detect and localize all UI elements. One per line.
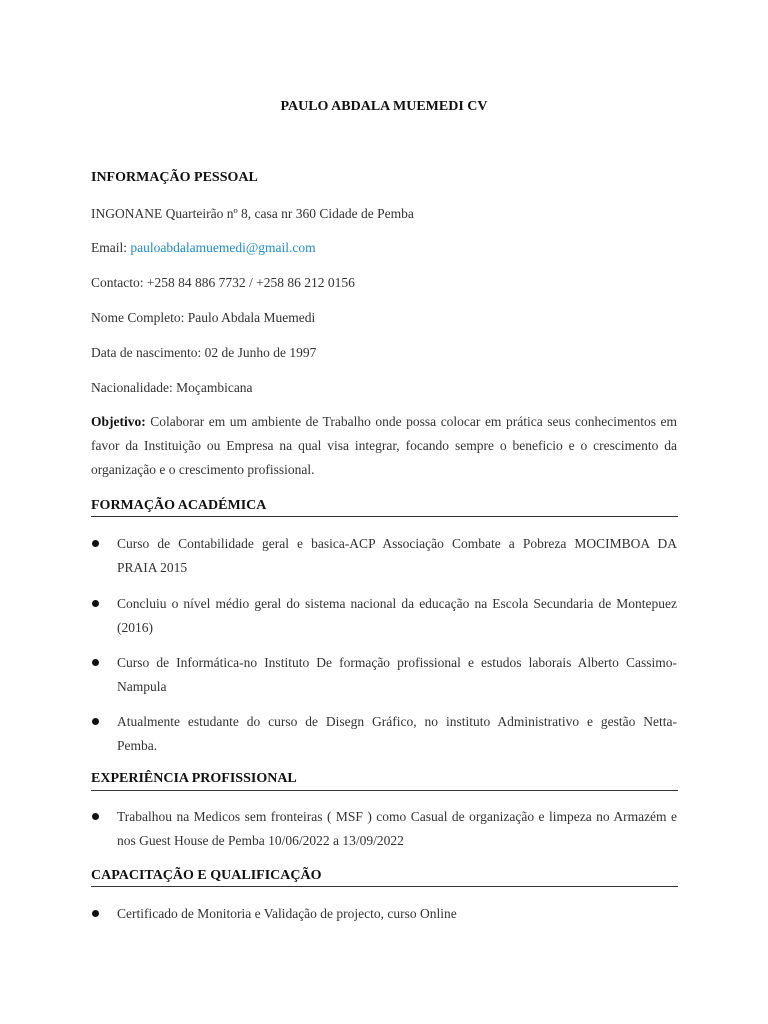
education-rule bbox=[91, 516, 678, 517]
qualification-rule bbox=[91, 886, 678, 887]
contact-line: Contacto: +258 84 886 7732 / +258 86 212 0156 bbox=[91, 275, 355, 290]
qualification-item-1: Certificado de Monitoria e Validação de projecto, curso Online bbox=[117, 906, 457, 921]
bullet-icon bbox=[92, 659, 99, 666]
objective-paragraph bbox=[91, 410, 677, 482]
bullet-icon bbox=[92, 718, 99, 725]
email-label: Email: bbox=[91, 240, 131, 255]
document-title: PAULO ABDALA MUEMEDI CV bbox=[280, 99, 488, 114]
objective-line-2: favor da Instituição ou Empresa na qual visa integrar, focando sempre o beneficio e o crescimento da bbox=[91, 438, 677, 453]
education-item-1: Curso de Contabilidade geral e basica-ACP Associação Combate a Pobreza MOCIMBOA DA PRAIA 2015 bbox=[117, 536, 677, 575]
experience-heading: EXPERIÊNCIA PROFISSIONAL bbox=[91, 771, 297, 786]
bullet-icon bbox=[92, 600, 99, 607]
bullet-icon bbox=[92, 813, 99, 820]
education-item-4: Atualmente estudante do curso de Disegn Gráfico, no instituto Administrativo e gestão Netta- Pemba. bbox=[117, 714, 677, 753]
experience-item-1: Trabalhou na Medicos sem fronteiras ( MSF ) como Casual de organização e limpeza no Armazém e nos Guest House de Pemba 10/06/2022 a 13/09/2022 bbox=[117, 809, 677, 848]
bullet-icon bbox=[92, 910, 99, 917]
email-line bbox=[91, 240, 316, 256]
experience-rule bbox=[91, 790, 678, 791]
email-link[interactable]: pauloabdalamuemedi@gmail.com bbox=[130, 240, 316, 255]
personal-info-heading: INFORMAÇÃO PESSOAL bbox=[91, 170, 258, 185]
education-item-3: Curso de Informática-no Instituto De formação profissional e estudos laborais Alberto Cassimo- Nampula bbox=[117, 655, 677, 694]
education-item-2: Concluiu o nível médio geral do sistema nacional da educação na Escola Secundaria de Montepuez (2016) bbox=[117, 596, 677, 635]
qualification-heading: CAPACITAÇÃO E QUALIFICAÇÃO bbox=[91, 868, 322, 883]
birth-date-line: Data de nascimento: 02 de Junho de 1997 bbox=[91, 345, 317, 360]
address-line: INGONANE Quarteirão nº 8, casa nr 360 Cidade de Pemba bbox=[91, 206, 414, 221]
objective-line-1: Objetivo: Colaborar em um ambiente de Trabalho onde possa colocar em prática seus conhecimentos em bbox=[91, 414, 677, 429]
objective-label: Objetivo: bbox=[91, 414, 146, 429]
bullet-icon bbox=[92, 540, 99, 547]
full-name-line: Nome Completo: Paulo Abdala Muemedi bbox=[91, 310, 316, 325]
objective-line-3: organização e o crescimento profissional. bbox=[91, 462, 315, 477]
education-heading: FORMAÇÃO ACADÉMICA bbox=[91, 498, 267, 513]
nationality-line: Nacionalidade: Moçambicana bbox=[91, 380, 253, 395]
